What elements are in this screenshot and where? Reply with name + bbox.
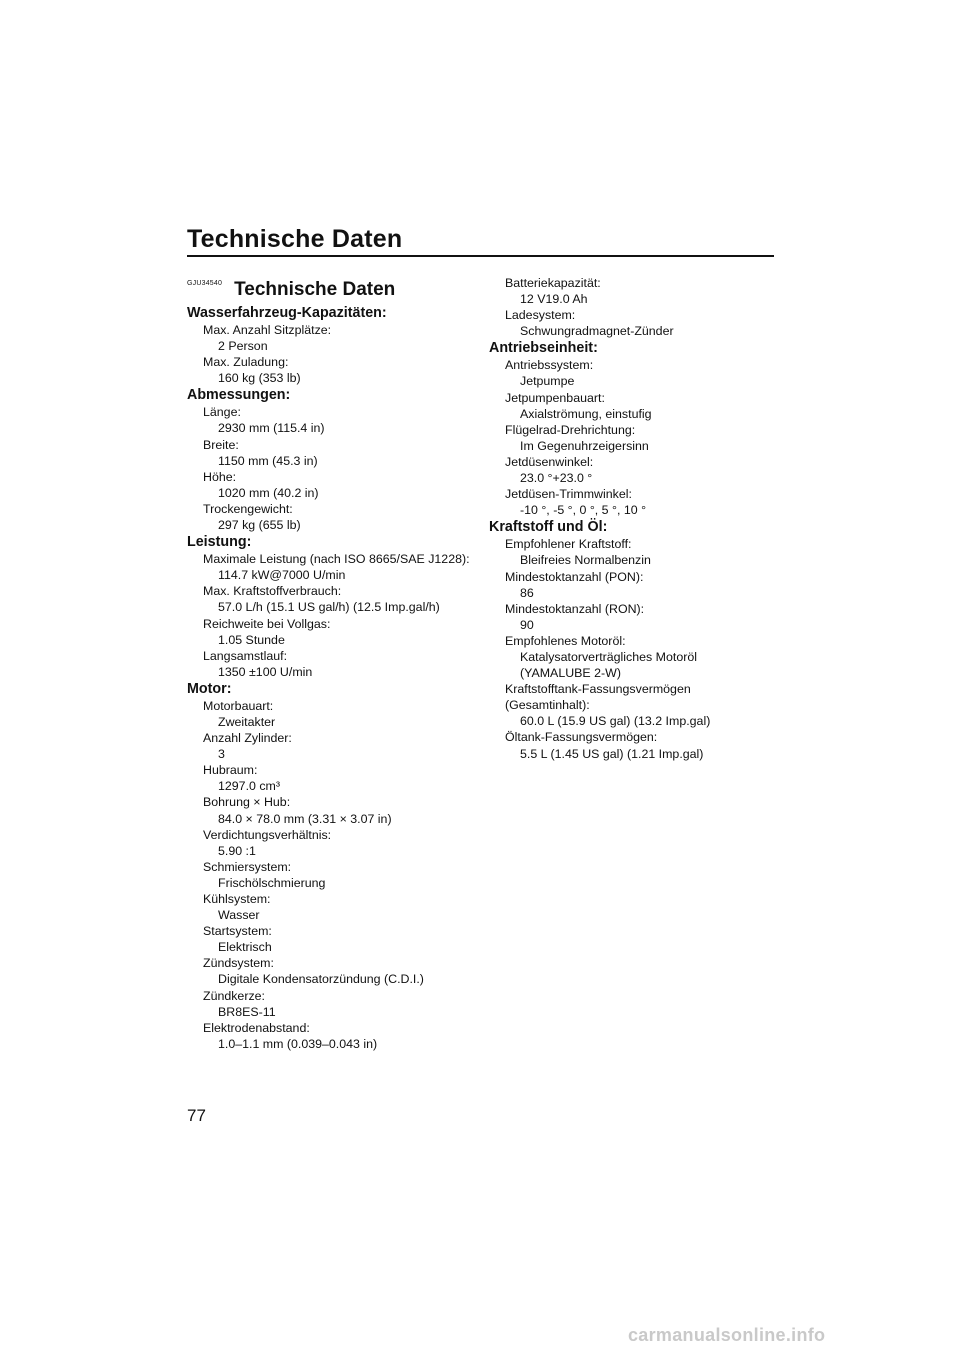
spec-value: 2 Person bbox=[218, 339, 268, 354]
spec-group bbox=[187, 386, 487, 533]
spec-label: Verdichtungsverhältnis: bbox=[203, 827, 332, 842]
watermark: carmanualsonline.info bbox=[628, 1325, 826, 1345]
spec-value: 57.0 L/h (15.1 US gal/h) (12.5 Imp.gal/h) bbox=[218, 600, 440, 615]
spec-label: Reichweite bei Vollgas: bbox=[203, 616, 331, 631]
spec-value: Jetpumpe bbox=[520, 374, 575, 389]
left-spec-groups bbox=[187, 304, 487, 1052]
spec-value: 3 bbox=[218, 747, 225, 762]
spec-value: Zweitakter bbox=[218, 714, 276, 729]
spec-value: 160 kg (353 lb) bbox=[218, 371, 301, 386]
spec-value: 86 bbox=[520, 585, 534, 600]
spec-value: -10 °, -5 °, 0 °, 5 °, 10 ° bbox=[520, 503, 647, 518]
spec-label: Maximale Leistung (nach ISO 8665/SAE J1228): bbox=[203, 552, 470, 567]
spec-value: 1.05 Stunde bbox=[218, 632, 285, 647]
spec-group-heading: Antriebseinheit: bbox=[489, 340, 598, 357]
spec-value: Digitale Kondensatorzündung (C.D.I.) bbox=[218, 972, 424, 987]
section-title: Technische Daten bbox=[234, 279, 396, 300]
spec-label: Mindestoktanzahl (PON): bbox=[505, 569, 644, 584]
spec-group-heading: Leistung: bbox=[187, 534, 252, 551]
right-top-items bbox=[489, 275, 789, 339]
spec-value: Axialströmung, einstufig bbox=[520, 406, 652, 421]
spec-value: BR8ES-11 bbox=[218, 1004, 276, 1019]
spec-label: Breite: bbox=[203, 437, 239, 452]
spec-label: Startsystem: bbox=[203, 924, 272, 939]
spec-value: 297 kg (655 lb) bbox=[218, 518, 301, 533]
spec-label: Schmiersystem: bbox=[203, 859, 292, 874]
spec-label: Zündkerze: bbox=[203, 988, 265, 1003]
spec-value: 5.5 L (1.45 US gal) (1.21 Imp.gal) bbox=[520, 746, 704, 761]
spec-value: 1297.0 cm³ bbox=[218, 779, 280, 794]
section-title-row bbox=[187, 275, 487, 304]
spec-label: Jetpumpenbauart: bbox=[505, 390, 605, 405]
spec-group bbox=[489, 339, 789, 518]
spec-value: Wasser bbox=[218, 908, 260, 923]
spec-label: Kraftstofftank-Fassungsvermögen bbox=[505, 682, 691, 697]
spec-label: Mindestoktanzahl (RON): bbox=[505, 601, 645, 616]
spec-value: 2930 mm (115.4 in) bbox=[218, 421, 325, 436]
spec-label-continued: (Gesamtinhalt): bbox=[505, 698, 590, 713]
spec-group bbox=[187, 680, 487, 1052]
spec-value: 23.0 °+23.0 ° bbox=[520, 471, 593, 486]
spec-group bbox=[187, 533, 487, 680]
spec-value: Bleifreies Normalbenzin bbox=[520, 553, 651, 568]
spec-group-heading: Motor: bbox=[187, 680, 232, 697]
spec-label: Flügelrad-Drehrichtung: bbox=[505, 422, 636, 437]
spec-label: Max. Zuladung: bbox=[203, 355, 289, 370]
spec-label: Jetdüsenwinkel: bbox=[505, 454, 594, 469]
spec-label: Kühlsystem: bbox=[203, 892, 271, 906]
spec-value: Schwungradmagnet-Zünder bbox=[520, 324, 674, 339]
spec-value: (YAMALUBE 2-W) bbox=[520, 666, 621, 681]
spec-label: Batteriekapazität: bbox=[505, 276, 601, 290]
spec-value: 90 bbox=[520, 617, 534, 632]
spec-value: Katalysatorverträgliches Motoröl bbox=[520, 649, 697, 664]
spec-value: Frischölschmierung bbox=[218, 875, 326, 890]
spec-label: Langsamstlauf: bbox=[203, 648, 288, 663]
spec-group-heading: Wasserfahrzeug-Kapazitäten: bbox=[187, 305, 387, 321]
spec-value: 1150 mm (45.3 in) bbox=[218, 453, 318, 468]
spec-value: 114.7 kW@7000 U/min bbox=[218, 568, 346, 583]
spec-label: Max. Anzahl Sitzplätze: bbox=[203, 323, 332, 337]
spec-label: Antriebssystem: bbox=[505, 358, 594, 373]
spec-label: Jetdüsen-Trimmwinkel: bbox=[505, 487, 632, 502]
spec-label: Motorbauart: bbox=[203, 698, 274, 713]
spec-value: 1350 ±100 U/min bbox=[218, 664, 313, 679]
spec-value: 84.0 × 78.0 mm (3.31 × 3.07 in) bbox=[218, 811, 392, 826]
spec-label: Max. Kraftstoffverbrauch: bbox=[203, 584, 342, 599]
spec-label: Zündsystem: bbox=[203, 956, 274, 971]
spec-value: 5.90 :1 bbox=[218, 843, 256, 858]
spec-value: Im Gegenuhrzeigersinn bbox=[520, 438, 649, 453]
header-rule bbox=[187, 255, 774, 257]
spec-value: 12 V19.0 Ah bbox=[520, 292, 588, 307]
spec-label: Elektrodenabstand: bbox=[203, 1020, 310, 1035]
spec-group-heading: Kraftstoff und Öl: bbox=[489, 519, 608, 536]
spec-value: 60.0 L (15.9 US gal) (13.2 Imp.gal) bbox=[520, 714, 711, 729]
page-title: Technische Daten bbox=[187, 225, 403, 253]
page-number: 77 bbox=[187, 1106, 206, 1125]
right-column bbox=[489, 275, 789, 762]
spec-label: Öltank-Fassungsvermögen: bbox=[505, 730, 658, 745]
spec-group bbox=[187, 304, 487, 386]
left-column bbox=[187, 275, 487, 1052]
spec-value: 1020 mm (40.2 in) bbox=[218, 485, 319, 500]
spec-label: Höhe: bbox=[203, 469, 237, 484]
spec-label: Anzahl Zylinder: bbox=[203, 731, 292, 746]
spec-label: Länge: bbox=[203, 405, 241, 420]
spec-label: Ladesystem: bbox=[505, 308, 576, 323]
page-header bbox=[187, 224, 774, 257]
section-code: GJU34540 bbox=[187, 280, 223, 287]
spec-label: Hubraum: bbox=[203, 763, 258, 778]
spec-value: 1.0–1.1 mm (0.039–0.043 in) bbox=[218, 1036, 378, 1051]
spec-label: Bohrung × Hub: bbox=[203, 795, 291, 810]
spec-group bbox=[489, 518, 789, 761]
spec-label: Empfohlener Kraftstoff: bbox=[505, 537, 632, 552]
spec-group-heading: Abmessungen: bbox=[187, 387, 291, 404]
spec-label: Trockengewicht: bbox=[203, 501, 293, 516]
right-spec-groups bbox=[489, 339, 789, 761]
spec-label: Empfohlenes Motoröl: bbox=[505, 633, 626, 648]
spec-value: Elektrisch bbox=[218, 940, 272, 955]
